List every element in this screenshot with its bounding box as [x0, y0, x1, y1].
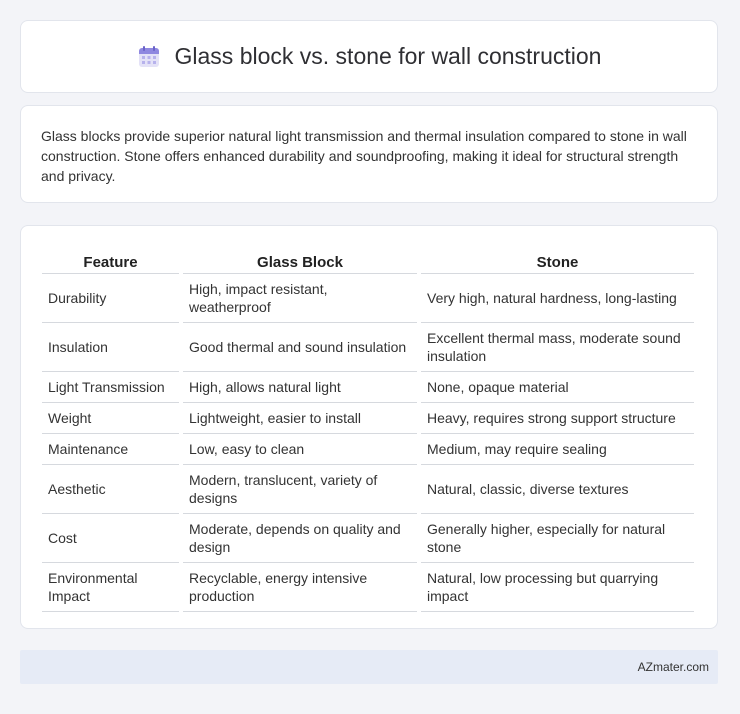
- cell-glass-block: Lightweight, easier to install: [183, 403, 417, 434]
- table-row: [42, 514, 694, 563]
- table-row: [42, 465, 694, 514]
- cell-stone: Very high, natural hardness, long-lasting: [421, 274, 694, 323]
- comparison-table-card: [20, 225, 718, 629]
- cell-stone: Excellent thermal mass, moderate sound insulation: [421, 323, 694, 372]
- cell-glass-block: Moderate, depends on quality and design: [183, 514, 417, 563]
- cell-feature: Light Transmission: [42, 372, 179, 403]
- footer-brand: AZmater.com: [637, 660, 709, 674]
- cell-glass-block: High, impact resistant, weatherproof: [183, 274, 417, 323]
- table-row: [42, 434, 694, 465]
- table-header-row: [42, 244, 694, 274]
- cell-stone: None, opaque material: [421, 372, 694, 403]
- table-row: [42, 372, 694, 403]
- table-row: [42, 563, 694, 612]
- table-row: [42, 274, 694, 323]
- cell-feature: Aesthetic: [42, 465, 179, 514]
- cell-glass-block: Recyclable, energy intensive production: [183, 563, 417, 612]
- cell-feature: Durability: [42, 274, 179, 323]
- intro-card: [20, 105, 718, 203]
- title-card: [20, 20, 718, 93]
- footer-bar: [20, 650, 718, 684]
- comparison-table: [38, 244, 698, 612]
- cell-feature: Insulation: [42, 323, 179, 372]
- header-glass-block: Glass Block: [183, 244, 417, 274]
- cell-glass-block: Good thermal and sound insulation: [183, 323, 417, 372]
- cell-stone: Generally higher, especially for natural stone: [421, 514, 694, 563]
- calendar-icon: [137, 45, 161, 69]
- cell-glass-block: Modern, translucent, variety of designs: [183, 465, 417, 514]
- intro-text: Glass blocks provide superior natural light transmission and thermal insulation compared to stone in wall construction. Stone offers enhanced durability and soundproofing, making it ideal for structural strength and privacy.: [41, 128, 687, 184]
- table-row: [42, 323, 694, 372]
- cell-feature: Cost: [42, 514, 179, 563]
- table-row: [42, 403, 694, 434]
- cell-glass-block: Low, easy to clean: [183, 434, 417, 465]
- cell-feature: Weight: [42, 403, 179, 434]
- header-feature: Feature: [42, 244, 179, 274]
- cell-stone: Heavy, requires strong support structure: [421, 403, 694, 434]
- cell-stone: Natural, classic, diverse textures: [421, 465, 694, 514]
- cell-stone: Natural, low processing but quarrying impact: [421, 563, 694, 612]
- cell-glass-block: High, allows natural light: [183, 372, 417, 403]
- cell-feature: Environmental Impact: [42, 563, 179, 612]
- header-stone: Stone: [421, 244, 694, 274]
- cell-stone: Medium, may require sealing: [421, 434, 694, 465]
- cell-feature: Maintenance: [42, 434, 179, 465]
- page-title: Glass block vs. stone for wall construction: [174, 43, 602, 69]
